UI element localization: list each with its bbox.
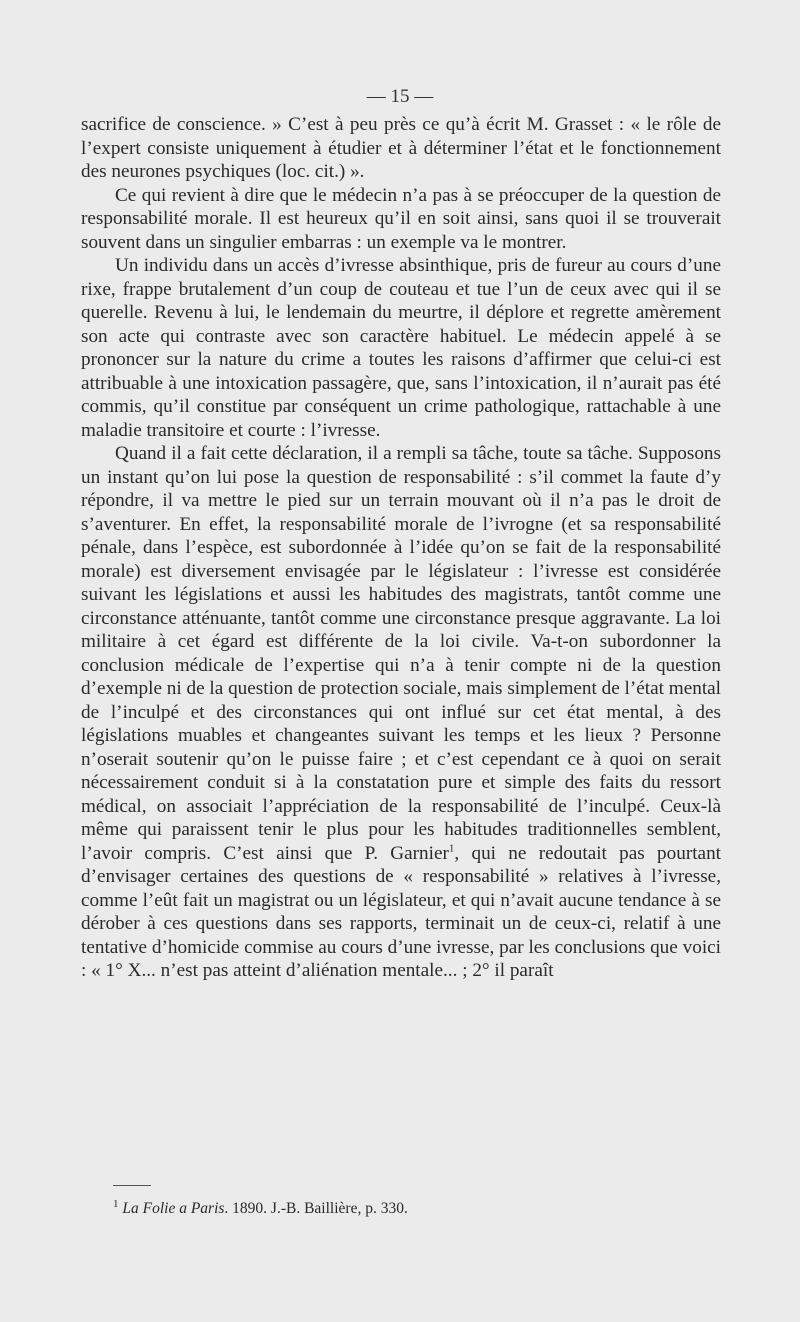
footnote (113, 1199, 673, 1219)
body-text (81, 113, 721, 983)
footnote-divider (113, 1185, 151, 1186)
footnote-citation: . 1890. J.-B. Baillière, p. 330. (224, 1200, 408, 1217)
footnote-reference: 1 (448, 842, 455, 855)
page-number: — 15 — (366, 86, 434, 107)
paragraph-4-continuation: , qui ne redoutait pas pourtant d’envisager certaines des questions de « responsabilité » relatives à l’ivresse, comme l’eût fait un magistrat ou un législateur, et qui n’avait aucune tendance à se dérober à ces questions dans ses rapports, terminait un de ceux-ci, relatif à une tentative d’homicide commise au cours d’une ivresse, par les conclusions que voici : « 1° X... n’est pas atteint d’aliénation mentale... ; 2° il paraît (81, 842, 721, 981)
paragraph-1: sacrifice de conscience. » C’est à peu près ce qu’à écrit M. Grasset : « le rôle de l’expert consiste uniquement à étudier et à déterminer l’état et le fonctionnement des neurones psychiques (loc. cit.) ». (81, 114, 721, 182)
footnote-marker: 1 (113, 1197, 119, 1210)
paragraph-4-text: Quand il a fait cette déclaration, il a rempli sa tâche, toute sa tâche. Supposons un instant qu’on lui pose la question de responsabilité : s’il commet la faute d’y répondre, il va mettre le pied sur un terrain mouvant où il n’a pas le droit de s’aventurer. En effet, la responsabilité morale de l’ivrogne (et sa responsabilité pénale, dans l’espèce, est subordonnée à l’idée qu’on se fait de la responsabilité morale) est diversement envisagée par le législateur : l’ivresse est considérée suivant les législations et aussi les habitudes des magistrats, tantôt comme une circonstance atténuante, tantôt comme une circonstance presque aggravante. La loi militaire à cet égard est différente de la loi civile. Va-t-on subordonner la conclusion médicale de l’expertise qui n’a à tenir compte ni de la question d’exemple ni de la question de protection sociale, mais simplement de l’état mental de l’inculpé et des circonstances qui ont influé sur cet état mental, à des législations muables et changeantes suivant les temps et les lieux ? Personne n’oserait soutenir qu’on le puisse faire ; et c’est cependant ce à quoi on serait nécessairement conduit si à la constatation pure et simple des faits du ressort médical, on associait l’appréciation de la responsabilité de l’inculpé. Ceux-là même qui paraissent tenir le plus pour les habitudes traditionnelles semblent, l’avoir compris. C’est ainsi que P. Garnier (81, 443, 721, 864)
paragraph-3: Un individu dans un accès d’ivresse absinthique, pris de fureur au cours d’une rixe, frappe brutalement d’un coup de couteau et tue l’un de ceux avec qui il se querelle. Revenu à lui, le lendemain du meurtre, il déplore et regrette amèrement son acte qui contraste avec son caractère habituel. Le médecin appelé à se prononcer sur la nature du crime a toutes les raisons d’affirmer que celui-ci est attribuable à une intoxication passagère, que, sans l’intoxication, il n’aurait pas été commis, qu’il constitue par conséquent un crime pathologique, rattachable à une maladie transitoire et courte : l’ivresse. (81, 255, 721, 441)
paragraph-2: Ce qui revient à dire que le médecin n’a pas à se préoccuper de la question de responsabilité morale. Il est heureux qu’il en soit ainsi, sans quoi il se trouverait souvent dans un singulier embarras : un exemple va le montrer. (81, 184, 721, 253)
footnote-title: La Folie a Paris (122, 1200, 225, 1217)
paragraph-4 (81, 442, 721, 983)
